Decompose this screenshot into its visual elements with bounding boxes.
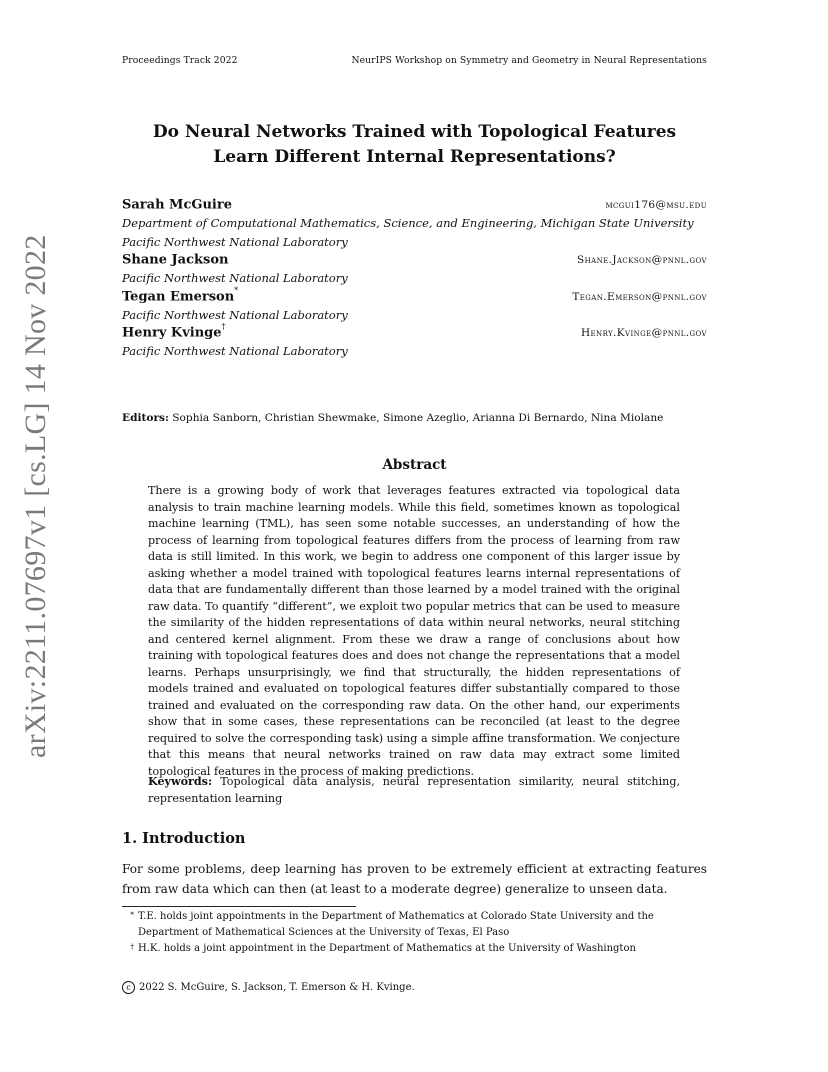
footnote-text: T.E. holds joint appointments in the Department of Mathematics at Colorado State University and the Department of Mathematical Sciences at the University of Texas, El Paso xyxy=(138,911,654,938)
footnote-mark: * xyxy=(130,910,134,919)
running-header xyxy=(122,55,707,66)
footnote-text: H.K. holds a joint appointment in the Department of Mathematics at the University of Washington xyxy=(138,943,636,954)
footnote xyxy=(122,909,707,941)
editors-line xyxy=(122,412,707,424)
copyright-line xyxy=(122,981,415,994)
author-affiliation: Pacific Northwest National Laboratory xyxy=(122,234,348,249)
keywords-label: Keywords: xyxy=(148,775,213,788)
author-name-text: Henry Kvinge xyxy=(122,325,222,341)
author-row xyxy=(122,285,707,306)
author-row xyxy=(122,324,707,342)
header-venue: NeurIPS Workshop on Symmetry and Geometry in Neural Representations xyxy=(351,55,707,66)
author-email: Henry.Kvinge@pnnl.gov xyxy=(580,327,707,340)
section-heading-introduction: 1. Introduction xyxy=(122,830,246,847)
introduction-text: For some problems, deep learning has proven to be extremely efficient at extracting features from raw data which can then (at least to a moderate degree) generalize to unseen data. xyxy=(122,862,707,896)
abstract-text: There is a growing body of work that leverages features extracted via topological data analysis to train machine learning models. While this field, sometimes known as topological machine learning (TML), has seen some notable successes, an understanding of how the process of learning from topological features differs from the process of learning from raw data is still limited. In this work, we begin to address one component of this larger issue by asking whether a model trained with topological features learns internal representations of data that are fundamentally different than those learned by a model trained with the original raw data. To quantify “different”, we exploit two popular metrics that can be used to measure the similarity of the hidden representations of data within neural networks, neural stitching and centered kernel alignment. From these we draw a range of conclusions about how training with topological features does and does not change the representations that a model learns. Perhaps unsurprisingly, we find that structurally, the hidden representations of models trained and evaluated on topological features differ substantially compared to those trained and evaluated on the corresponding raw data. On the other hand, our experiments show that in some cases, these representations can be reconciled (at least to the degree required to solve the corresponding task) using a simple affine transformation. We conjecture that this means that neural networks trained on raw data may extract some limited topological features in the process of making predictions. xyxy=(148,484,680,778)
author-block xyxy=(122,285,707,325)
editors-label: Editors: xyxy=(122,412,169,424)
footnote-mark: † xyxy=(130,942,134,951)
footnotes xyxy=(122,909,707,957)
author-name xyxy=(122,324,226,340)
author-email: Tegan.Emerson@pnnl.gov xyxy=(572,290,707,303)
keywords xyxy=(148,774,680,807)
author-name xyxy=(122,196,232,212)
title-line-1: Do Neural Networks Trained with Topological Features xyxy=(152,122,677,142)
author-name xyxy=(122,251,228,267)
author-footnote-mark: † xyxy=(221,322,226,331)
author-block xyxy=(122,251,707,288)
copyright-text: 2022 S. McGuire, S. Jackson, T. Emerson & H. Kvinge. xyxy=(139,982,415,993)
author-affiliation: Department of Computational Mathematics, Science, and Engineering, Michigan State University xyxy=(122,216,694,230)
author-block xyxy=(122,324,707,361)
arxiv-identifier-stamp: arXiv:2211.07697v1 [cs.LG] 14 Nov 2022 xyxy=(19,234,52,758)
title-line-2: Learn Different Internal Representations? xyxy=(213,147,616,167)
copyright-icon: c xyxy=(122,981,135,994)
author-name-text: Sarah McGuire xyxy=(122,197,232,213)
paper-title xyxy=(122,120,707,170)
author-footnote-mark: * xyxy=(234,285,239,295)
header-track: Proceedings Track 2022 xyxy=(122,55,238,66)
keywords-text: Topological data analysis, neural representation similarity, neural stitching, representation learning xyxy=(148,775,681,805)
author-name-text: Tegan Emerson xyxy=(122,288,235,304)
footnote-divider xyxy=(122,906,356,907)
author-name xyxy=(122,285,239,304)
author-email: Shane.Jackson@pnnl.gov xyxy=(577,254,707,267)
author-affiliation: Pacific Northwest National Laboratory xyxy=(122,271,348,285)
author-email: mcgui176@msu.edu xyxy=(605,199,707,212)
author-list xyxy=(122,196,707,361)
editors-names: Sophia Sanborn, Christian Shewmake, Simone Azeglio, Arianna Di Bernardo, Nina Miolane xyxy=(172,412,664,424)
abstract-heading: Abstract xyxy=(382,457,447,473)
author-affiliation: Pacific Northwest National Laboratory xyxy=(122,344,348,358)
author-block xyxy=(122,196,707,251)
footnote xyxy=(122,941,707,957)
author-row xyxy=(122,196,707,214)
author-name-text: Shane Jackson xyxy=(122,252,229,268)
author-affiliation: Pacific Northwest National Laboratory xyxy=(122,307,348,322)
author-row xyxy=(122,251,707,269)
